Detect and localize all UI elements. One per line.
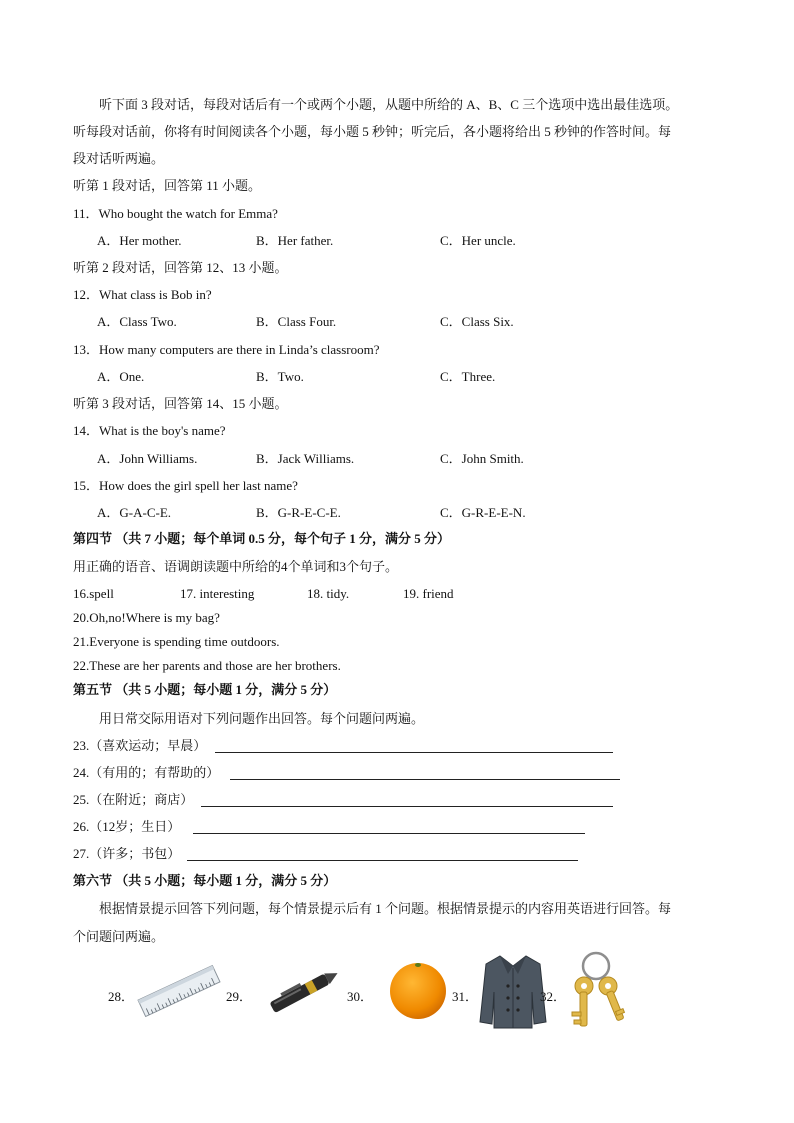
sentence-22: 22.These are her parents and those are her brothers.	[73, 658, 341, 673]
section3-intro-line3: 段对话听两遍。	[73, 151, 165, 166]
option-13-c: C．Three.	[440, 369, 496, 384]
section3-intro-line1: 听下面 3 段对话，每段对话后有一个或两个小题，从题中所给的 A、B、C 三个选项中选出最佳选项。	[99, 97, 679, 112]
question-13: 13．How many computers are there in Linda’s classroom?	[73, 342, 380, 357]
option-12-b: B．Class Four.	[256, 314, 337, 329]
section4-instruction: 用正确的语音、语调朗读题中所给的4个单词和3个句子。	[73, 559, 399, 574]
section6-instruction-line1: 根据情景提示回答下列问题，每个情景提示后有 1 个问题。根据情景提示的内容用英语进行回答。每	[99, 901, 672, 916]
coat-icon	[478, 952, 548, 1034]
dialog3-instruction: 听第 3 段对话，回答第 14、15 小题。	[73, 396, 288, 411]
option-14-c: C．John Smith.	[440, 451, 524, 466]
section6-heading: 第六节 （共 5 小题；每小题 1 分，满分 5 分）	[73, 873, 337, 888]
section5-heading: 第五节 （共 5 小题；每小题 1 分，满分 5 分）	[73, 682, 337, 697]
picture-label-31: 31．	[452, 989, 479, 1004]
question-11: 11．Who bought the watch for Emma?	[73, 206, 278, 221]
answer-line-24	[230, 779, 620, 780]
item-24: 24.（有用的；有帮助的）	[73, 765, 220, 780]
sentence-21: 21.Everyone is spending time outdoors.	[73, 634, 280, 649]
item-23: 23.（喜欢运动；早晨）	[73, 738, 207, 753]
word-19: 19. friend	[403, 586, 454, 601]
option-11-b: B．Her father.	[256, 233, 334, 248]
answer-line-26	[193, 833, 585, 834]
option-11-c: C．Her uncle.	[440, 233, 516, 248]
ruler-icon	[136, 962, 222, 1024]
question-15: 15．How does the girl spell her last name?	[73, 478, 298, 493]
word-16: 16.spell	[73, 586, 114, 601]
picture-label-29: 29．	[226, 989, 253, 1004]
section3-intro-line2: 听每段对话前，你将有时间阅读各个小题，每小题 5 秒钟；听完后，各小题将给出 5 秒钟的作答时间。每	[73, 124, 672, 139]
option-15-a: A．G-A-C-E.	[97, 505, 172, 520]
section5-instruction: 用日常交际用语对下列问题作出回答。每个问题问两遍。	[99, 711, 425, 726]
option-11-a: A．Her mother.	[97, 233, 182, 248]
item-25: 25.（在附近；商店）	[73, 792, 194, 807]
option-15-b: B．G-R-E-C-E.	[256, 505, 341, 520]
item-27: 27.（许多；书包）	[73, 846, 181, 861]
option-14-b: B．Jack Williams.	[256, 451, 355, 466]
answer-line-25	[201, 806, 613, 807]
answer-line-23	[215, 752, 613, 753]
question-14: 14．What is the boy's name?	[73, 423, 226, 438]
word-17: 17. interesting	[180, 586, 255, 601]
question-12: 12．What class is Bob in?	[73, 287, 212, 302]
section4-heading: 第四节 （共 7 小题；每个单词 0.5 分，每个句子 1 分，满分 5 分）	[73, 531, 451, 546]
option-13-b: B．Two.	[256, 369, 304, 384]
option-14-a: A．John Williams.	[97, 451, 198, 466]
item-26: 26.（12岁；生日）	[73, 819, 181, 834]
sentence-20: 20.Oh,no!Where is my bag?	[73, 610, 220, 625]
orange-icon	[388, 958, 448, 1024]
keys-icon	[562, 950, 634, 1036]
option-15-c: C．G-R-E-E-N.	[440, 505, 526, 520]
section6-instruction-line2: 个问题问两遍。	[73, 929, 165, 944]
option-12-a: A．Class Two.	[97, 314, 177, 329]
word-18: 18. tidy.	[307, 586, 350, 601]
picture-label-32: 32．	[540, 989, 567, 1004]
option-13-a: A．One.	[97, 369, 145, 384]
dialog2-instruction: 听第 2 段对话，回答第 12、13 小题。	[73, 260, 288, 275]
dialog1-instruction: 听第 1 段对话，回答第 11 小题。	[73, 178, 262, 193]
answer-line-27	[187, 860, 578, 861]
picture-label-30: 30．	[347, 989, 374, 1004]
pen-icon	[262, 964, 346, 1022]
option-12-c: C．Class Six.	[440, 314, 514, 329]
picture-label-28: 28．	[108, 989, 135, 1004]
